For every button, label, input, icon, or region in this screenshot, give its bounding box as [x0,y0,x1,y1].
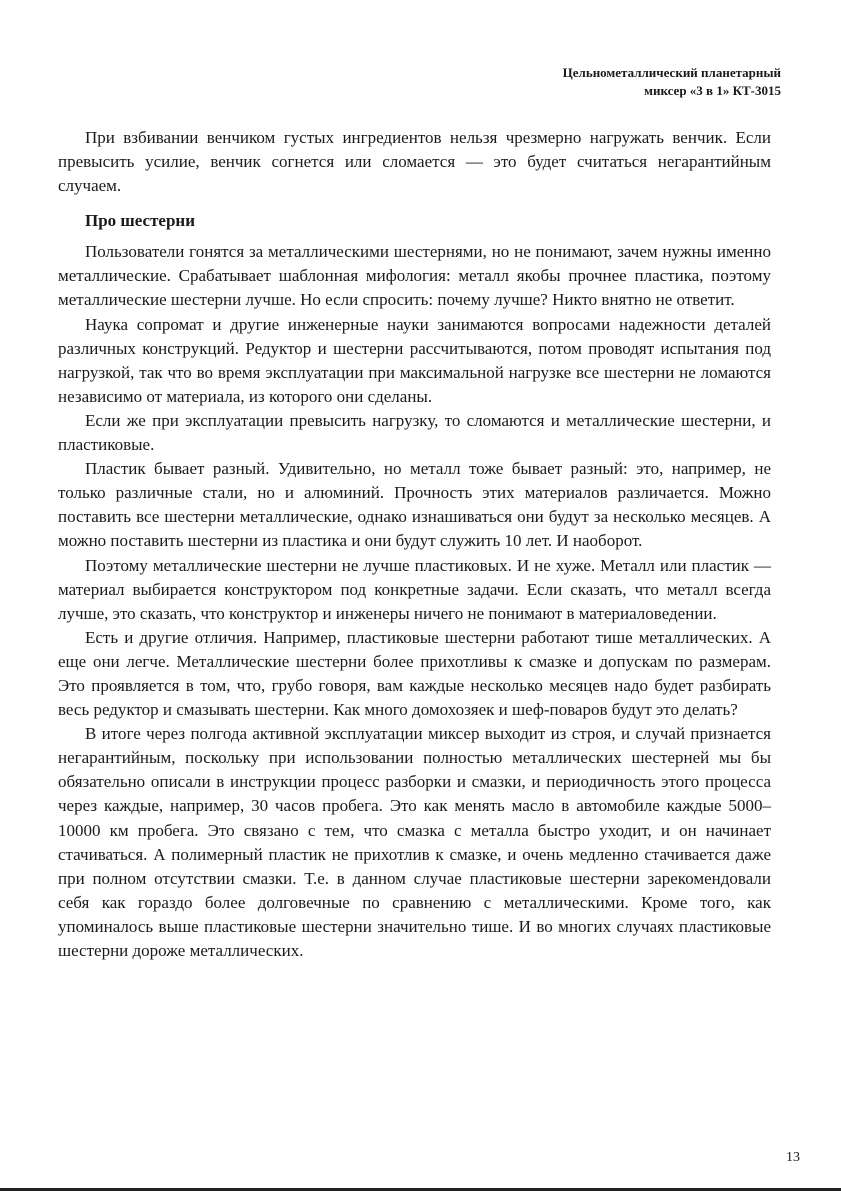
header-title-line-1: Цельнометаллический планетарный [562,65,781,80]
body-paragraph-1: Пользователи гонятся за металлическими шестернями, но не понимают, зачем нужны именно металлические. Срабатывает шаблонная мифология: металл якобы прочнее пластика, поэтому металлические шестерни лучше. Но если спросить: почему лучше? Никто внятно не ответит. [58,242,771,310]
body-paragraph-6: Есть и другие отличия. Например, пластиковые шестерни работают тише металлических. А еще они легче. Металлические шестерни более прихотливы к смазке и допускам по размерам. Это проявляется в том, что, грубо говоря, вам каждые несколько месяцев надо будет разбирать весь редуктор и смазывать шестерни. Как много домохозяек и шеф-поваров будут это делать? [58,627,771,720]
page-number: 13 [786,1150,800,1165]
body-paragraph-4: Пластик бывает разный. Удивительно, но металл тоже бывает разный: это, например, не только различные стали, но и алюминий. Прочность этих материалов различается. Можно поставить все шестерни металлические, однако изнашиваться они будут за несколько месяцев. А можно поставить шестерни из пластика и они будут служить 10 лет. И наоборот. [58,459,771,551]
intro-paragraph: При взбивании венчиком густых ингредиентов нельзя чрезмерно нагружать венчик. Если превысить усилие, венчик согнется или сломается — это будет считаться негарантийным случаем. [58,128,771,196]
header-title-line-2: миксер «3 в 1» КТ-3015 [644,83,781,98]
section-heading: Про шестерни [85,211,196,231]
body-paragraph-3: Если же при эксплуатации превысить нагрузку, то сломаются и металлические шестерни, и пластиковые. [58,410,771,455]
running-header [381,64,781,100]
body-paragraph-2: Наука сопромат и другие инженерные науки занимаются вопросами надежности деталей различных конструкций. Редуктор и шестерни рассчитываются, потом проводят испытания под нагрузкой, так что во время эксплуатации при максимальной нагрузке все шестерни не ломаются независимо от материала, из которого они сделаны. [58,314,771,406]
page-body [58,126,771,963]
body-paragraph-7: В итоге через полгода активной эксплуатации миксер выходит из строя, и случай признается негарантийным, поскольку при использовании полностью металлических шестерней мы бы обязательно описали в инструкции процесс разборки и смазки, и периодичность этого процесса через каждые, например, 30 часов пробега. Это как менять масло в автомобиле каждые 5000–10000 км пробега. Это связано с тем, что смазка с металла быстро уходит, и он начинает стачиваться. А полимерный пластик не прихотлив к смазке, и очень медленно стачивается даже при полном отсутствии смазки. Т.е. в данном случае пластиковые шестерни зарекомендовали себя как гораздо более долговечные по сравнению с металлическими. Кроме того, как упоминалось выше пластиковые шестерни значительно тише. И во многих случаях пластиковые шестерни дороже металлических. [58,724,771,960]
body-paragraph-5: Поэтому металлические шестерни не лучше пластиковых. И не хуже. Металл или пластик — материал выбирается конструктором под конкретные задачи. Если сказать, что металл всегда лучше, это сказать, что конструктор и инженеры ничего не понимают в материаловедении. [58,555,771,623]
